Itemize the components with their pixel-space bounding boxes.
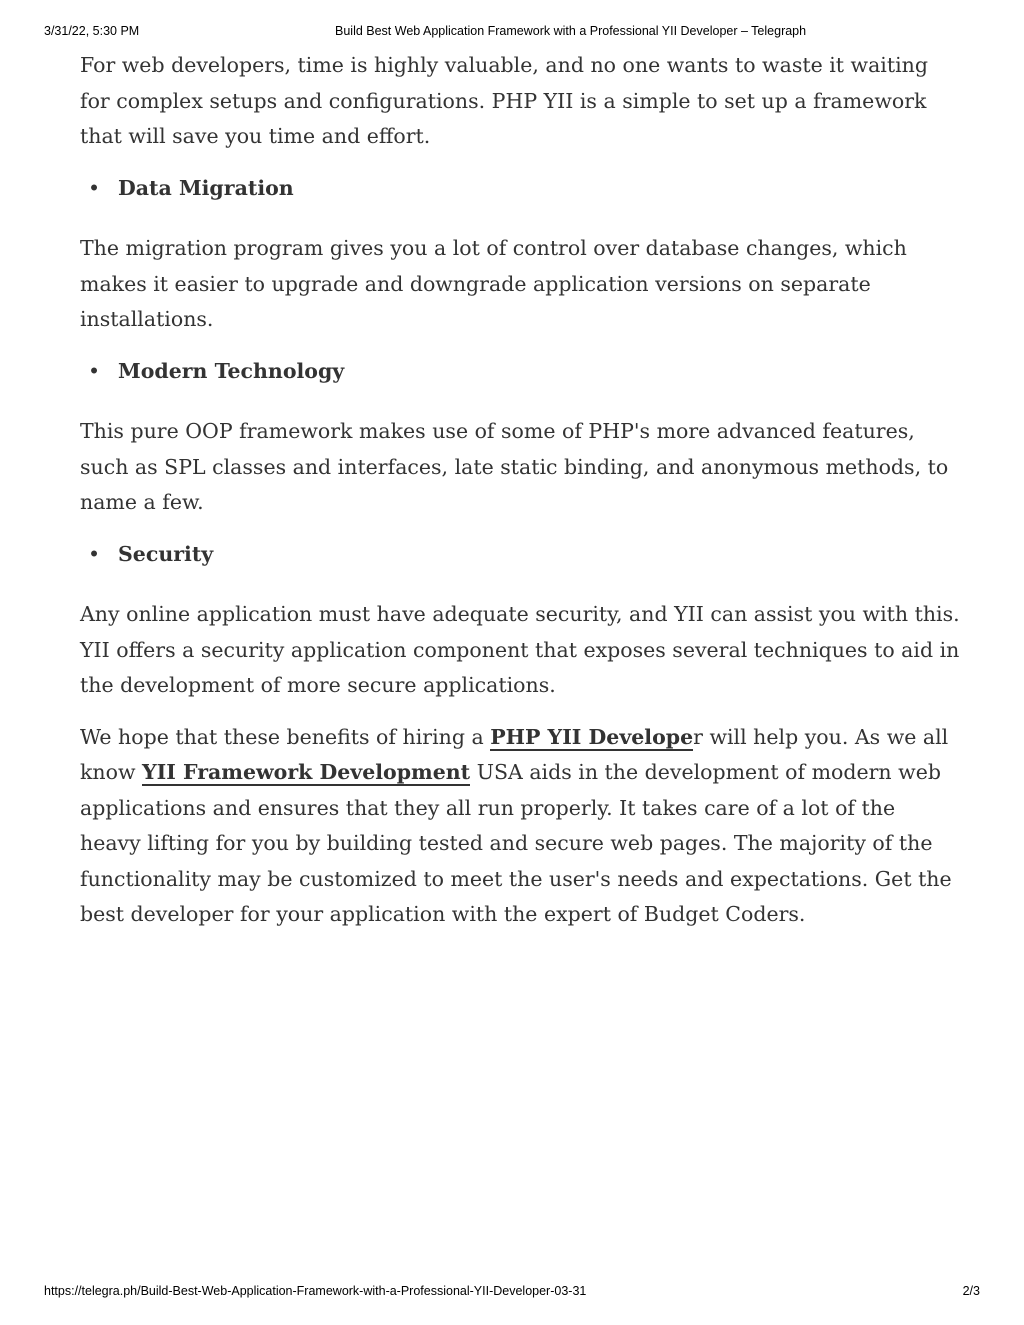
page-number: 2/3 bbox=[962, 1284, 980, 1298]
section-heading: Data Migration bbox=[118, 175, 294, 200]
benefit-list-data-migration bbox=[80, 171, 960, 207]
php-yii-developer-link[interactable]: PHP YII Develope bbox=[490, 724, 694, 749]
print-footer bbox=[0, 1284, 1024, 1302]
yii-framework-development-link[interactable]: YII Framework Development bbox=[142, 760, 471, 784]
benefit-list-security bbox=[80, 537, 960, 573]
bullet-icon: • bbox=[88, 175, 101, 200]
section-paragraph: Any online application must have adequate security, and YII can assist you with this. YII offers a security application component that exposes several techniques to aid in the development of more secure applications. bbox=[80, 602, 960, 697]
bullet-icon: • bbox=[88, 358, 101, 383]
article-body bbox=[80, 48, 960, 949]
section-heading: Modern Technology bbox=[118, 358, 345, 383]
closing-paragraph bbox=[80, 720, 960, 933]
closing-text: USA aids in the development of modern web applications and ensures that they all run properly. It takes care of a lot of the heavy lifting for you by building tested and secure web pages. The majority of the functionality may be customized to meet the user's needs and expectations. Get the best developer for your application with the expert of Budget Coders. bbox=[80, 760, 952, 926]
print-page-title: Build Best Web Application Framework with a Professional YII Developer – Telegraph bbox=[335, 24, 807, 38]
print-url: https://telegra.ph/Build-Best-Web-Application-Framework-with-a-Professional-YII-Developer-03-31 bbox=[44, 1284, 587, 1298]
list-item bbox=[88, 171, 960, 207]
benefit-list-modern-technology bbox=[80, 354, 960, 390]
section-paragraph: This pure OOP framework makes use of some of PHP's more advanced features, such as SPL classes and interfaces, late static binding, and anonymous methods, to name a few. bbox=[80, 419, 949, 514]
section-heading: Security bbox=[118, 541, 214, 566]
list-item bbox=[88, 354, 960, 390]
print-header bbox=[0, 24, 1024, 42]
section-paragraph: The migration program gives you a lot of control over database changes, which makes it easier to upgrade and downgrade application versions on separate installations. bbox=[80, 236, 907, 331]
bullet-icon: • bbox=[88, 541, 101, 566]
list-item bbox=[88, 537, 960, 573]
print-datetime: 3/31/22, 5:30 PM bbox=[44, 24, 140, 38]
closing-text: We hope that these benefits of hiring a bbox=[80, 724, 484, 749]
intro-paragraph: For web developers, time is highly valuable, and no one wants to waste it waiting for complex setups and configurations. PHP YII is a simple to set up a framework that will save you time and effort. bbox=[80, 53, 928, 148]
closing-text: r will help you. As we all know bbox=[80, 724, 949, 784]
